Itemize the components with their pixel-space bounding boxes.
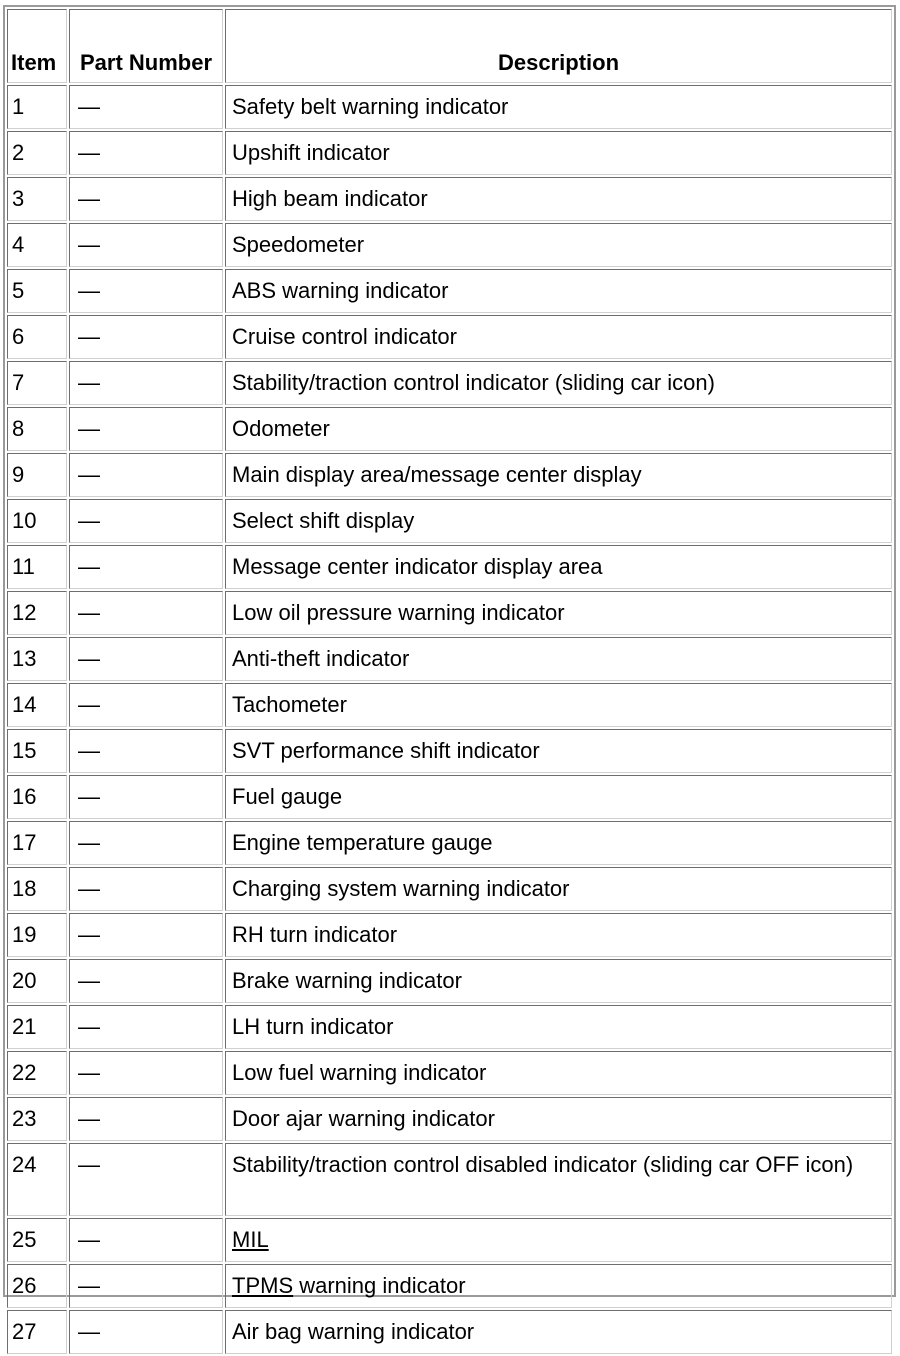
item-cell: 23 xyxy=(7,1097,67,1141)
item-cell: 1 xyxy=(7,85,67,129)
part-number-cell: — xyxy=(69,1005,223,1049)
description-cell: ABS warning indicator xyxy=(225,269,892,313)
column-header-item: Item xyxy=(7,9,67,83)
description-cell: Brake warning indicator xyxy=(225,959,892,1003)
table-row xyxy=(7,315,892,359)
table-row xyxy=(7,729,892,773)
part-number-cell: — xyxy=(69,637,223,681)
item-cell: 2 xyxy=(7,131,67,175)
description-cell: SVT performance shift indicator xyxy=(225,729,892,773)
table-row xyxy=(7,223,892,267)
table-row xyxy=(7,775,892,819)
item-cell: 8 xyxy=(7,407,67,451)
table-row xyxy=(7,1218,892,1262)
description-cell: Upshift indicator xyxy=(225,131,892,175)
part-number-cell: — xyxy=(69,269,223,313)
item-cell: 15 xyxy=(7,729,67,773)
table-row xyxy=(7,821,892,865)
table-row xyxy=(7,1005,892,1049)
table-row xyxy=(7,269,892,313)
description-cell: Fuel gauge xyxy=(225,775,892,819)
item-cell: 5 xyxy=(7,269,67,313)
table-row xyxy=(7,545,892,589)
description-cell: Message center indicator display area xyxy=(225,545,892,589)
item-cell: 16 xyxy=(7,775,67,819)
part-number-cell: — xyxy=(69,1097,223,1141)
table-row xyxy=(7,959,892,1003)
item-cell: 26 xyxy=(7,1264,67,1308)
item-cell: 11 xyxy=(7,545,67,589)
description-cell: Low oil pressure warning indicator xyxy=(225,591,892,635)
table-row xyxy=(7,407,892,451)
description-cell: Air bag warning indicator xyxy=(225,1310,892,1354)
part-number-cell: — xyxy=(69,223,223,267)
part-number-cell: — xyxy=(69,545,223,589)
table-row xyxy=(7,683,892,727)
item-cell: 7 xyxy=(7,361,67,405)
part-number-cell: — xyxy=(69,1218,223,1262)
item-cell: 3 xyxy=(7,177,67,221)
table-row xyxy=(7,867,892,911)
description-cell: Low fuel warning indicator xyxy=(225,1051,892,1095)
table-row xyxy=(7,637,892,681)
table-row xyxy=(7,1051,892,1095)
part-number-cell: — xyxy=(69,407,223,451)
part-number-cell: — xyxy=(69,959,223,1003)
description-cell: Anti-theft indicator xyxy=(225,637,892,681)
description-cell: High beam indicator xyxy=(225,177,892,221)
part-number-cell: — xyxy=(69,867,223,911)
table-row xyxy=(7,177,892,221)
item-cell: 9 xyxy=(7,453,67,497)
item-cell: 24 xyxy=(7,1143,67,1216)
part-number-cell: — xyxy=(69,499,223,543)
item-cell: 27 xyxy=(7,1310,67,1354)
description-cell: Charging system warning indicator xyxy=(225,867,892,911)
description-cell: Engine temperature gauge xyxy=(225,821,892,865)
table-row xyxy=(7,85,892,129)
item-cell: 6 xyxy=(7,315,67,359)
description-cell: Stability/traction control indicator (sliding car icon) xyxy=(225,361,892,405)
part-number-cell: — xyxy=(69,85,223,129)
description-cell: Main display area/message center display xyxy=(225,453,892,497)
description-cell: Stability/traction control disabled indicator (sliding car OFF icon) xyxy=(225,1143,892,1216)
parts-table xyxy=(5,7,894,1356)
part-number-cell: — xyxy=(69,1051,223,1095)
table-row xyxy=(7,499,892,543)
item-cell: 19 xyxy=(7,913,67,957)
tpms-abbreviation-link[interactable]: TPMS xyxy=(232,1273,294,1298)
part-number-cell: — xyxy=(69,821,223,865)
item-cell: 10 xyxy=(7,499,67,543)
table-row xyxy=(7,1097,892,1141)
description-cell: RH turn indicator xyxy=(225,913,892,957)
description-cell xyxy=(225,1264,892,1308)
part-number-cell: — xyxy=(69,1264,223,1308)
mil-abbreviation-link[interactable]: MIL xyxy=(232,1227,269,1252)
table-row xyxy=(7,361,892,405)
part-number-cell: — xyxy=(69,1310,223,1354)
item-cell: 20 xyxy=(7,959,67,1003)
description-text: warning indicator xyxy=(293,1273,466,1298)
description-cell: Cruise control indicator xyxy=(225,315,892,359)
table-row xyxy=(7,1310,892,1354)
description-cell: Odometer xyxy=(225,407,892,451)
part-number-cell: — xyxy=(69,177,223,221)
item-cell: 25 xyxy=(7,1218,67,1262)
table-row xyxy=(7,453,892,497)
table-row xyxy=(7,913,892,957)
part-number-cell: — xyxy=(69,361,223,405)
description-cell: Select shift display xyxy=(225,499,892,543)
description-cell: Door ajar warning indicator xyxy=(225,1097,892,1141)
table-row xyxy=(7,1143,892,1216)
item-cell: 18 xyxy=(7,867,67,911)
item-cell: 4 xyxy=(7,223,67,267)
description-cell: Safety belt warning indicator xyxy=(225,85,892,129)
column-header-part-number: Part Number xyxy=(69,9,223,83)
part-number-cell: — xyxy=(69,775,223,819)
part-number-cell: — xyxy=(69,913,223,957)
table-row xyxy=(7,1264,892,1308)
part-number-cell: — xyxy=(69,131,223,175)
table-row xyxy=(7,131,892,175)
part-number-cell: — xyxy=(69,1143,223,1216)
table-header-row xyxy=(7,9,892,83)
description-cell: Tachometer xyxy=(225,683,892,727)
part-number-cell: — xyxy=(69,683,223,727)
table-row xyxy=(7,591,892,635)
item-cell: 22 xyxy=(7,1051,67,1095)
item-cell: 17 xyxy=(7,821,67,865)
column-header-description: Description xyxy=(225,9,892,83)
item-cell: 13 xyxy=(7,637,67,681)
part-number-cell: — xyxy=(69,315,223,359)
parts-table-container xyxy=(3,5,896,1344)
item-cell: 12 xyxy=(7,591,67,635)
description-cell: LH turn indicator xyxy=(225,1005,892,1049)
item-cell: 21 xyxy=(7,1005,67,1049)
description-cell xyxy=(225,1218,892,1262)
part-number-cell: — xyxy=(69,453,223,497)
part-number-cell: — xyxy=(69,591,223,635)
description-cell: Speedometer xyxy=(225,223,892,267)
part-number-cell: — xyxy=(69,729,223,773)
item-cell: 14 xyxy=(7,683,67,727)
